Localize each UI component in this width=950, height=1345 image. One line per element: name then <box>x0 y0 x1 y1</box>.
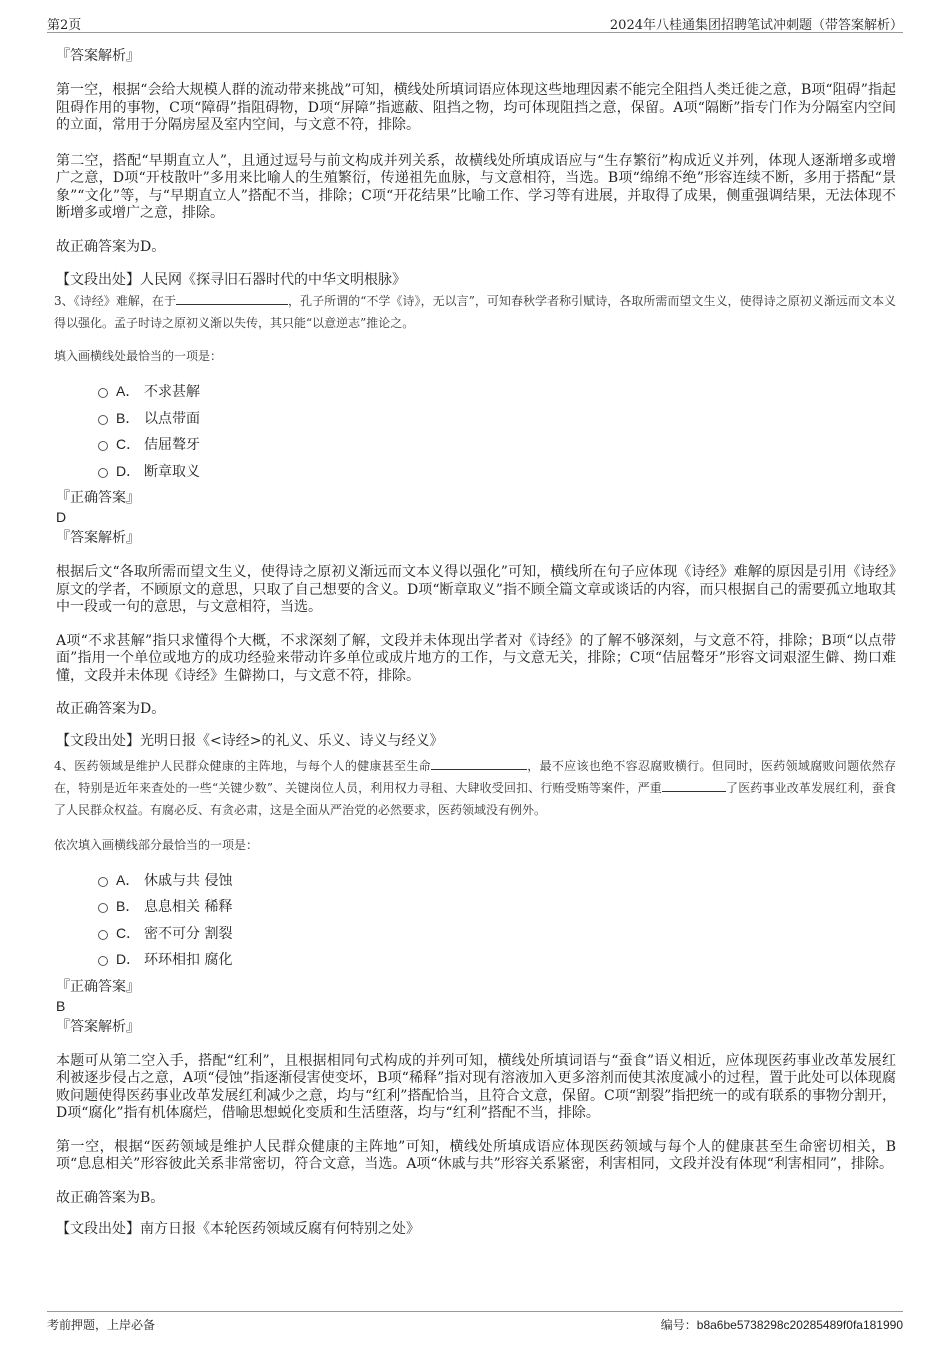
correct-answer: B <box>56 997 66 1014</box>
footer-slogan: 考前押题，上岸必备 <box>47 1318 156 1332</box>
option-c[interactable]: C． 佶屈聱牙 <box>56 431 896 458</box>
option-b[interactable]: B． 息息相关 稀释 <box>56 893 896 920</box>
radio-icon[interactable] <box>98 415 108 425</box>
analysis-paragraph: 本题可从第二空入手，搭配“红利”，且根据相同句式构成的并列可知，横线处所填词语与“蚕食”语义相近，应体现医药事业改革发展红利被逐步侵占之意，A项“侵蚀”指逐渐侵害使变坏，B项“稀释”指对现有溶液加入更多溶剂而使其浓度减小的过程，置于此处可以体现腐败问题使得医药事业改革发展红利减少之意，均与“红利”搭配恰当，且符合文意，保留。C项“割裂”指把统一的或有联系的事物分割开，D项“腐化”指有机体腐烂，借喻思想蜕化变质和生活堕落，均与“红利”搭配不当，排除。 <box>56 1052 896 1121</box>
question-prompt: 填入画横线处最恰当的一项是： <box>54 349 223 363</box>
fill-blank <box>662 779 726 792</box>
option-a[interactable]: A． 休戚与共 侵蚀 <box>56 867 896 894</box>
page-number: 第2页 <box>47 18 82 33</box>
analysis-conclusion: 故正确答案为D。 <box>56 701 166 717</box>
radio-icon[interactable] <box>98 468 108 478</box>
radio-icon[interactable] <box>98 441 108 451</box>
radio-icon[interactable] <box>98 903 108 913</box>
page-footer <box>47 1311 903 1340</box>
analysis-paragraph: A项“不求甚解”指只求懂得个大概，不求深刻了解，文段并未体现出学者对《诗经》的了解不够深刻，与文意不符，排除；B项“以点带面”指用一个单位或地方的成功经验来带动许多单位或成片地方的工作，与文意无关，排除；C项“佶屈聱牙”形容文词艰涩生僻、拗口难懂，文段并未体现《诗经》生僻拗口，与文意不符，排除。 <box>56 632 896 684</box>
correct-answer: D <box>56 509 67 525</box>
analysis-paragraph: 第二空，搭配“早期直立人”，且通过逗号与前文构成并列关系，故横线处所填成语应与“生存繁衍”构成近义并列，体现人逐渐增多或增广之意，D项“开枝散叶”多用来比喻人的生殖繁衍，传递祖先血脉，与文意相符，当选。B项“绵绵不绝”形容连续不断，多用于搭配“景象”“文化”等，与“早期直立人”搭配不当，排除；C项“开花结果”比喻工作、学习等有进展，并取得了成果，侧重强调结果，无法体现不断增多或增广之意，排除。 <box>56 152 896 221</box>
document-body <box>56 44 896 1239</box>
page-header <box>47 12 903 33</box>
question-stem: 3、《诗经》难解，在于 ，孔子所谓的“不学《诗》，无以言”，可知春秋学者称引赋诗，各取所需而望文生义，使得诗之原初义渐远而文本义得以强化。孟子时诗之原初义渐以失传，其只能“以意逆志”推论之。 <box>54 294 896 330</box>
analysis-paragraph: 第一空，根据“会给大规模人群的流动带来挑战”可知，横线处所填词语应体现这些地理因素不能完全阻挡人类迁徙之意，B项“阻碍”指起阻碍作用的事物，C项“障碍”指阻碍物，D项“屏障”指遮蔽、阻挡之物，均可体现阻挡之意，保留。A项“隔断”指专门作为分隔室内空间的立面，常用于分隔房屋及室内空间，与文意不符，排除。 <box>56 82 896 133</box>
option-b[interactable]: B． 以点带面 <box>56 405 896 432</box>
option-d[interactable]: D． 断章取义 <box>56 458 896 485</box>
fill-blank <box>176 292 288 305</box>
radio-icon[interactable] <box>98 930 108 940</box>
source-citation: 【文段出处】光明日报《<诗经>的礼义、乐义、诗义与经义》 <box>56 732 444 749</box>
source-citation: 【文段出处】南方日报《本轮医药领域反腐有何特别之处》 <box>56 1221 420 1237</box>
analysis-paragraph: 第一空，根据“医药领域是维护人民群众健康的主阵地”可知，横线处所填成语应体现医药领域与每个人的健康甚至生命密切相关，B项“息息相关”形容彼此关系非常密切，符合文意，当选。A项“休戚与共”形容关系紧密，利害相同，文段并没有体现“利害相同”，排除。 <box>56 1138 896 1172</box>
question-stem: 4、医药领域是维护人民群众健康的主阵地，与每个人的健康甚至生命 ，最不应该也绝不容忍腐败横行。但同时，医药领域腐败问题依然存在，特别是近年来查处的一些“关键少数”、关键岗位人员，利用权力寻租、大肆收受回扣、行贿受贿等案件，严重 了医药事业改革发展红利，蚕食了人民群众权益。有腐必反、有贪必肃，这是全面从严治党的必然要求，医药领域没有例外。 <box>54 758 896 817</box>
options-list <box>56 867 896 973</box>
correct-answer-label: 『正确答案』 <box>56 490 140 506</box>
analysis-paragraph: 根据后文“各取所需而望文生义，使得诗之原初义渐远而文本义得以强化”可知，横线所在句子应体现《诗经》难解的原因是引用《诗经》原文的学者，不顾原文的意思，只取了自己想要的含义。D项“断章取义”指不顾全篇文章或谈话的内容，而只根据自己的需要孤立地取其中一段或一句的意思，与文意相符，当选。 <box>56 564 896 615</box>
correct-answer-label: 『正确答案』 <box>56 978 140 995</box>
document-id: 编号：b8a6be5738298c20285489f0fa181990 <box>660 1318 903 1332</box>
document-title: 2024年八桂通集团招聘笔试冲刺题（带答案解析） <box>609 18 903 33</box>
analysis-label: 『答案解析』 <box>56 1018 140 1035</box>
analysis-conclusion: 故正确答案为B。 <box>56 1189 165 1206</box>
option-c[interactable]: C． 密不可分 割裂 <box>56 920 896 947</box>
analysis-label: 『答案解析』 <box>56 48 140 64</box>
options-list <box>56 378 896 484</box>
radio-icon[interactable] <box>98 956 108 966</box>
radio-icon[interactable] <box>98 388 108 398</box>
option-a[interactable]: A． 不求甚解 <box>56 378 896 405</box>
fill-blank <box>431 757 527 770</box>
source-citation: 【文段出处】人民网《探寻旧石器时代的中华文明根脉》 <box>56 272 406 288</box>
question-prompt: 依次填入画横线部分最恰当的一项是： <box>54 837 259 852</box>
analysis-conclusion: 故正确答案为D。 <box>56 238 166 255</box>
radio-icon[interactable] <box>98 877 108 887</box>
option-d[interactable]: D． 环环相扣 腐化 <box>56 946 896 973</box>
analysis-label: 『答案解析』 <box>56 530 140 546</box>
